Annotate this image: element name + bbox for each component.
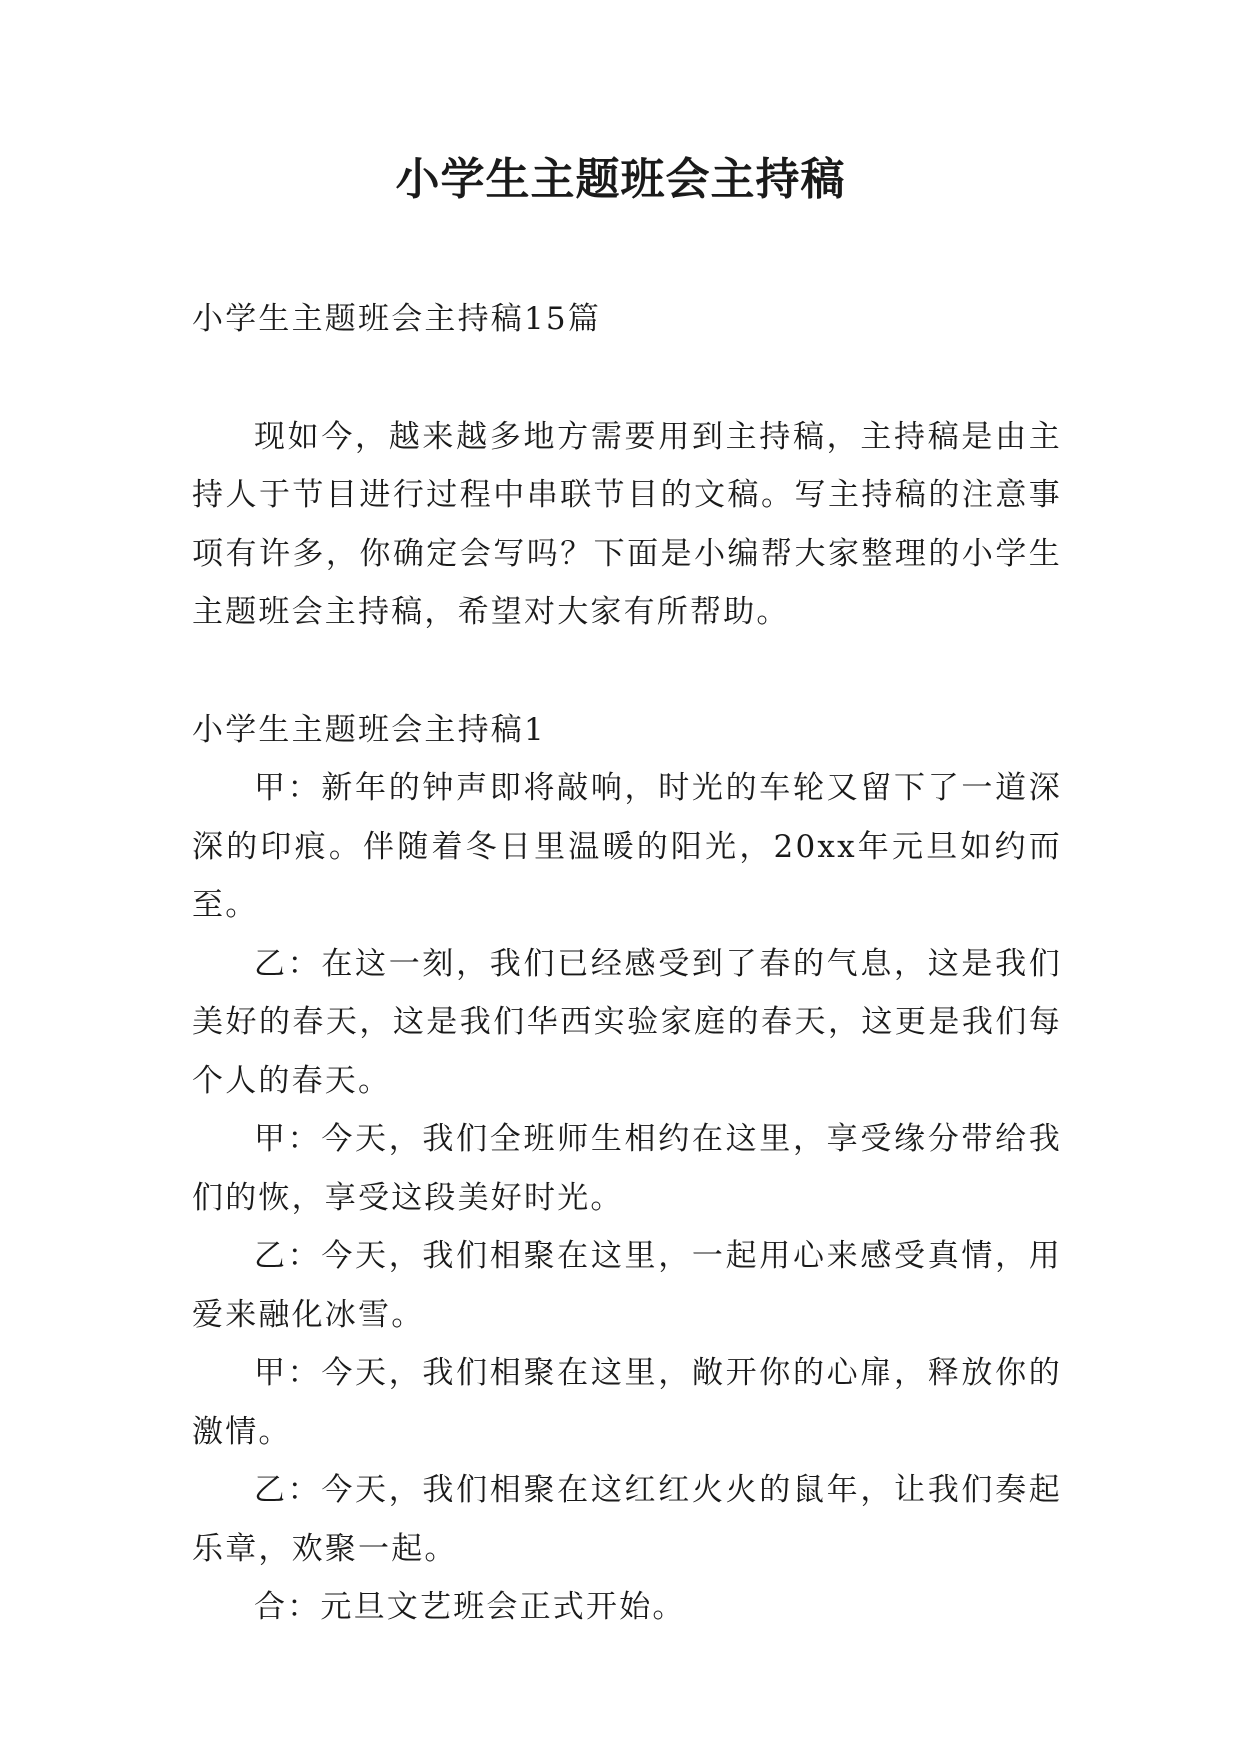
dialogue-paragraph: 甲：今天，我们全班师生相约在这里，享受缘分带给我们的恢，享受这段美好时光。 (192, 1121, 1062, 1216)
dialogue-paragraph: 甲：今天，我们相聚在这里，敞开你的心扉，释放你的激情。 (192, 1355, 1062, 1450)
dialogue-paragraph: 甲：新年的钟声即将敲响，时光的车轮又留下了一道深深的印痕。伴随着冬日里温暖的阳光，20xx年元旦如约而至。 (192, 770, 1062, 923)
section-heading: 小学生主题班会主持稿1 (192, 711, 546, 748)
dialogue-paragraph: 乙：今天，我们相聚在这红红火火的鼠年，让我们奏起乐章，欢聚一起。 (192, 1472, 1062, 1567)
dialogue-paragraph: 乙：今天，我们相聚在这里，一起用心来感受真情，用爱来融化冰雪。 (192, 1238, 1062, 1333)
document-title: 小学生主题班会主持稿 (395, 154, 846, 205)
dialogue-paragraph: 乙：在这一刻，我们已经感受到了春的气息，这是我们美好的春天，这是我们华西实验家庭的春天，这更是我们每个人的春天。 (192, 945, 1062, 1099)
dialogue-paragraph: 合：元旦文艺班会正式开始。 (254, 1589, 686, 1625)
document-subtitle: 小学生主题班会主持稿15篇 (192, 301, 602, 337)
intro-paragraph: 现如今，越来越多地方需要用到主持稿，主持稿是由主持人于节目进行过程中串联节目的文稿。写主持稿的注意事项有许多，你确定会写吗？下面是小编帮大家整理的小学生主题班会主持稿，希望对大家有所帮助。 (192, 418, 1062, 630)
document-body (192, 290, 1062, 1637)
